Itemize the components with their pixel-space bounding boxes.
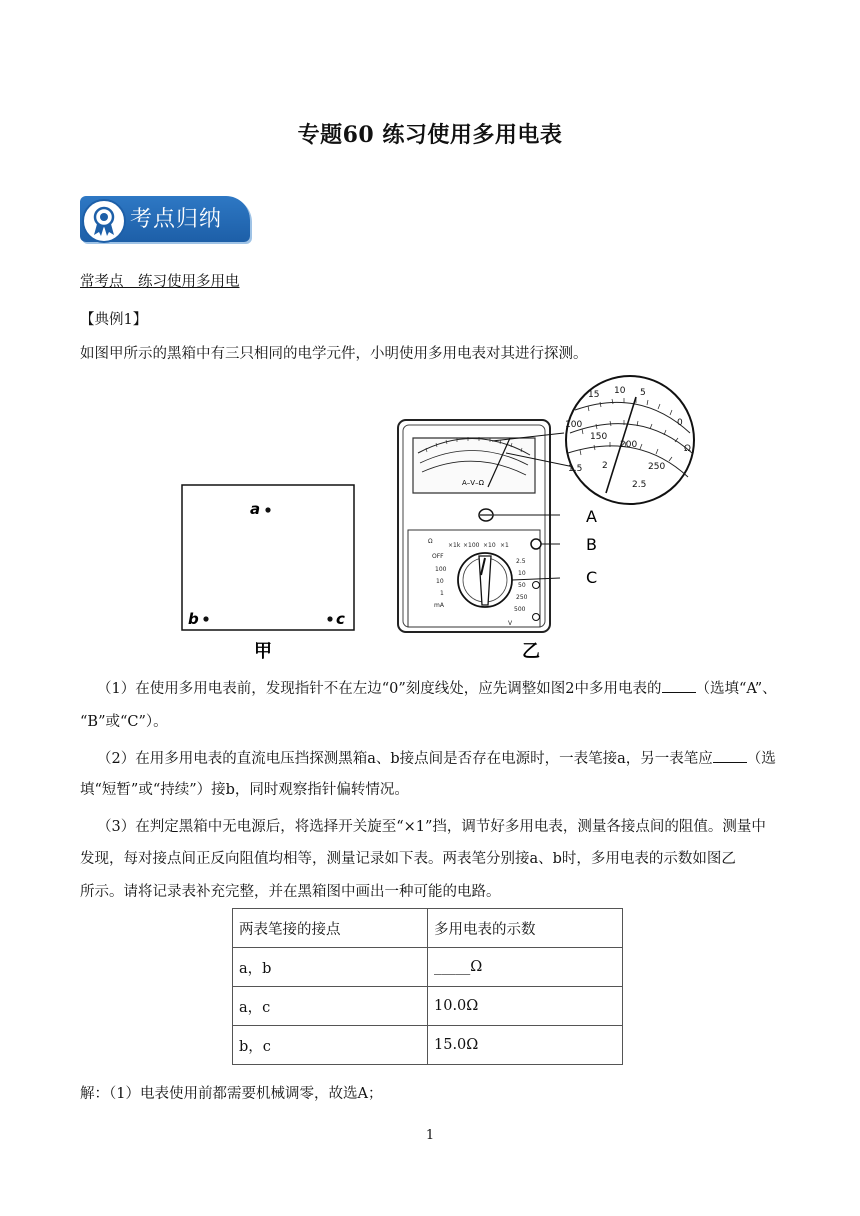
dial-1: 1 [440, 590, 444, 597]
q1-text-pre: （1）在使用多用电表前，发现指针不在左边“0”刻度线处，应先调整如图2中多用电表的 [97, 681, 662, 697]
callout-a: A [586, 507, 597, 526]
table-cell: a，c [233, 987, 428, 1026]
q1-answer-blank [662, 678, 696, 693]
caption-yi: 乙 [522, 641, 540, 662]
table-row [233, 948, 623, 987]
q1-text-post: （选填“A”、 [695, 681, 777, 697]
dial-ohm: Ω [428, 538, 433, 545]
dial-500: 500 [514, 606, 526, 613]
section-heading: 常考点 练习使用多用电 [80, 274, 240, 290]
zoom-mid-150: 150 [590, 432, 608, 442]
callout-b: B [586, 535, 597, 554]
badge-label: 考点归纳 [130, 207, 223, 232]
dial-ma: mA [434, 602, 444, 609]
dial-50: 50 [518, 582, 526, 589]
table-cell: b，c [233, 1026, 428, 1065]
page-number: 1 [425, 1128, 435, 1143]
q2-text-post: （选 [746, 751, 776, 767]
table-row [233, 1026, 623, 1065]
zoom-top-0: 0 [677, 418, 683, 428]
zoom-mid-200: 200 [620, 440, 638, 450]
section-badge [80, 196, 250, 244]
table-header-cell: 多用电表的示数 [428, 909, 623, 948]
dial-10v: 10 [518, 570, 526, 577]
question-2-line-1 [97, 748, 776, 769]
example-label: 【典例1】 [80, 312, 148, 328]
zoom-top-15: 15 [588, 390, 600, 400]
dial-x100: ×100 [463, 542, 480, 549]
table-cell: 10.0Ω [428, 987, 623, 1026]
table-cell: 15.0Ω [428, 1026, 623, 1065]
zoom-bot-1-5: 1.5 [568, 464, 583, 474]
record-table [232, 908, 623, 1065]
dial-250: 250 [516, 594, 528, 601]
zoom-mid-250: 250 [648, 462, 666, 472]
intro-text: 如图甲所示的黑箱中有三只相同的电学元件，小明使用多用电表对其进行探测。 [80, 346, 588, 362]
dial-100: 100 [435, 566, 447, 573]
multimeter-diagram [398, 376, 694, 662]
point-b-label: b [188, 610, 199, 628]
table-cell-answer-blank: _____Ω [428, 948, 623, 987]
table-header-cell: 两表笔接的接点 [233, 909, 428, 948]
zoom-top-5: 5 [640, 388, 646, 398]
question-1-line-2: “B”或“C”）。 [80, 714, 168, 730]
answer-text: 解：（1）电表使用前都需要机械调零，故选A； [80, 1086, 383, 1102]
table-header-row [233, 909, 623, 948]
question-3-line-1: （3）在判定黑箱中无电源后，将选择开关旋至“×1”挡，调节好多用电表，测量各接点间的阻值。测量中 [97, 819, 766, 835]
dial-off: OFF [432, 553, 444, 560]
q2-text-pre: （2）在用多用电表的直流电压挡探测黑箱a、b接点间是否存在电源时，一表笔接a，另一表笔应 [97, 751, 713, 767]
caption-jia: 甲 [254, 641, 272, 662]
zoom-bot-2: 2 [602, 461, 608, 471]
zoom-bot-2-5: 2.5 [632, 480, 647, 490]
meter-face-label: A–V–Ω [462, 479, 484, 487]
point-c-label: c [336, 610, 345, 628]
page-title: 专题60 练习使用多用电表 [297, 122, 563, 148]
callout-c: C [586, 568, 598, 587]
question-2-line-2: 填“短暂”或“持续”）接b，同时观察指针偏转情况。 [80, 782, 409, 798]
question-1-line-1 [97, 678, 777, 699]
dial-x1k: ×1k [448, 542, 461, 549]
dial-x10: ×10 [483, 542, 496, 549]
zoom-mid-100: 100 [565, 420, 583, 430]
question-3-line-3: 所示。请将记录表补充完整，并在黑箱图中画出一种可能的电路。 [80, 884, 501, 900]
award-ribbon-icon [82, 199, 126, 243]
dial-v: V [508, 620, 513, 627]
figure [170, 375, 710, 665]
zoom-top-10: 10 [614, 386, 626, 396]
question-3-line-2: 发现，每对接点间正反向阻值均相等，测量记录如下表。两表笔分别接a、b时，多用电表的示数如图乙 [80, 851, 736, 867]
table-row [233, 987, 623, 1026]
dial-2-5: 2.5 [516, 558, 526, 565]
table-cell: a，b [233, 948, 428, 987]
dial-10: 10 [436, 578, 444, 585]
point-a-label: a [250, 500, 261, 518]
q2-answer-blank [713, 748, 747, 763]
dial-x1: ×1 [500, 542, 509, 549]
black-box-diagram [182, 485, 354, 662]
zoom-unit-ohm: Ω [684, 444, 691, 454]
